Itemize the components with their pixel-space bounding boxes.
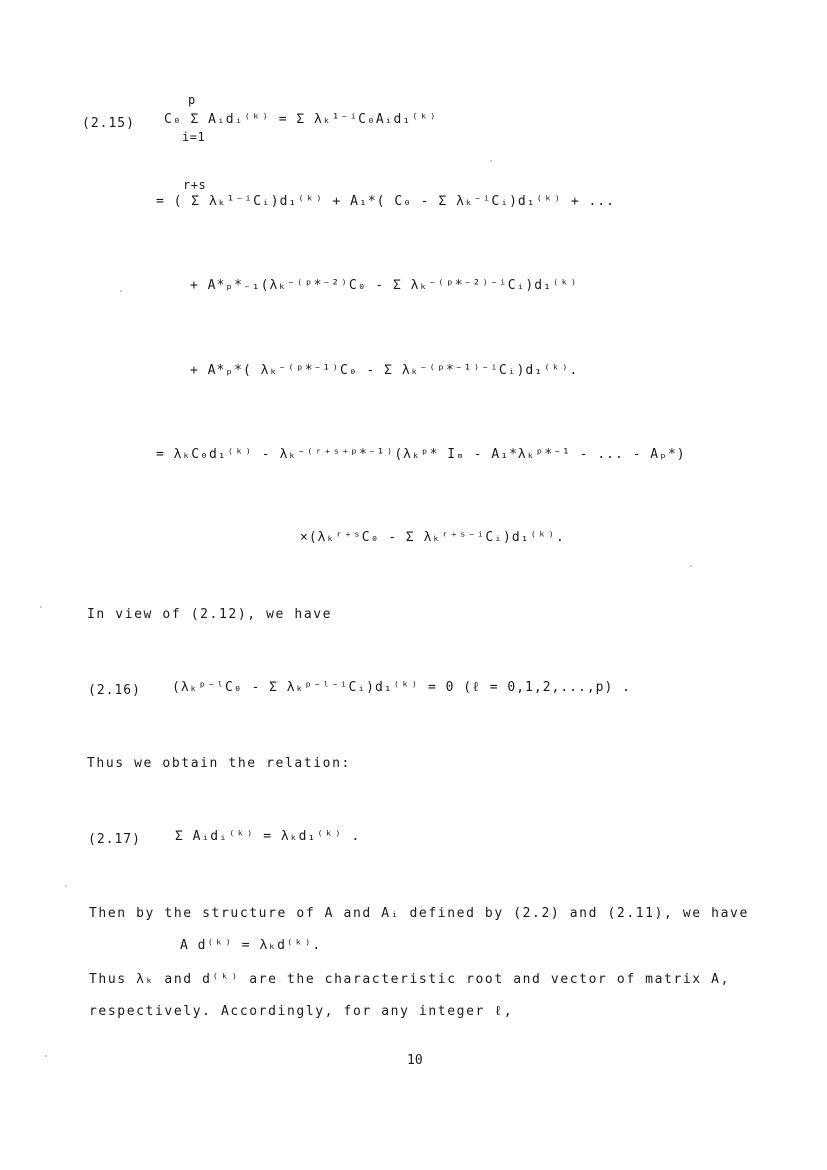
scan-speck (40, 606, 42, 608)
equation-number: (2.17) (88, 832, 141, 847)
paragraph-text: respectively. Accordingly, for any integer ℓ, (89, 1004, 514, 1019)
equation-line: = λₖC₀d₁⁽ᵏ⁾ - λₖ⁻⁽ʳ⁺ˢ⁺ᵖ*⁻¹⁾(λₖᵖ* Iₘ - A₁*λₖᵖ*⁻¹ - ... - Aₚ*) (156, 447, 686, 462)
sum-upper-limit: p (188, 93, 196, 107)
paragraph-text: In view of (2.12), we have (87, 607, 333, 622)
equation-line: Σ Aᵢdᵢ⁽ᵏ⁾ = λₖd₁⁽ᵏ⁾ . (175, 829, 361, 844)
scan-speck (65, 885, 67, 887)
equation-line: ×(λₖʳ⁺ˢC₀ - Σ λₖʳ⁺ˢ⁻ⁱCᵢ)d₁⁽ᵏ⁾. (300, 530, 565, 545)
sum-upper-limit: r+s (183, 178, 207, 192)
paragraph-text: Then by the structure of A and Aᵢ defined by (2.2) and (2.11), we have (89, 906, 749, 921)
equation-line: + A*ₚ*( λₖ⁻⁽ᵖ*⁻¹⁾C₀ - Σ λₖ⁻⁽ᵖ*⁻¹⁾⁻ⁱCᵢ)d₁⁽ᵏ⁾. (190, 363, 579, 378)
equation-line: + A*ₚ*₋₁(λₖ⁻⁽ᵖ*⁻²⁾C₀ - Σ λₖ⁻⁽ᵖ*⁻²⁾⁻ⁱCᵢ)d₁⁽ᵏ⁾ (190, 278, 579, 293)
scan-speck (490, 160, 492, 162)
scan-speck (45, 1055, 47, 1057)
equation-number: (2.16) (88, 683, 141, 698)
paragraph-text: Thus λₖ and d⁽ᵏ⁾ are the characteristic root and vector of matrix A, (89, 972, 731, 987)
scan-speck (690, 565, 692, 567)
equation-line: A d⁽ᵏ⁾ = λₖd⁽ᵏ⁾. (180, 938, 322, 953)
equation-line: (λₖᵖ⁻ˡC₀ - Σ λₖᵖ⁻ˡ⁻ⁱCᵢ)d₁⁽ᵏ⁾ = 0 (ℓ = 0,1,2,...,p) . (172, 680, 631, 695)
equation-line: C₀ Σ Aᵢdᵢ⁽ᵏ⁾ = Σ λₖ¹⁻ⁱC₀Aᵢd₁⁽ᵏ⁾ (164, 112, 438, 127)
page-number: 10 (407, 1053, 423, 1068)
paragraph-text: Thus we obtain the relation: (87, 756, 351, 771)
scan-speck (120, 290, 122, 292)
equation-number: (2.15) (82, 116, 135, 131)
equation-line: = ( Σ λₖ¹⁻ⁱCᵢ)d₁⁽ᵏ⁾ + A₁*( C₀ - Σ λₖ⁻ⁱCᵢ)d₁⁽ᵏ⁾ + ... (156, 194, 615, 209)
sum-lower-limit: i=1 (182, 130, 206, 144)
